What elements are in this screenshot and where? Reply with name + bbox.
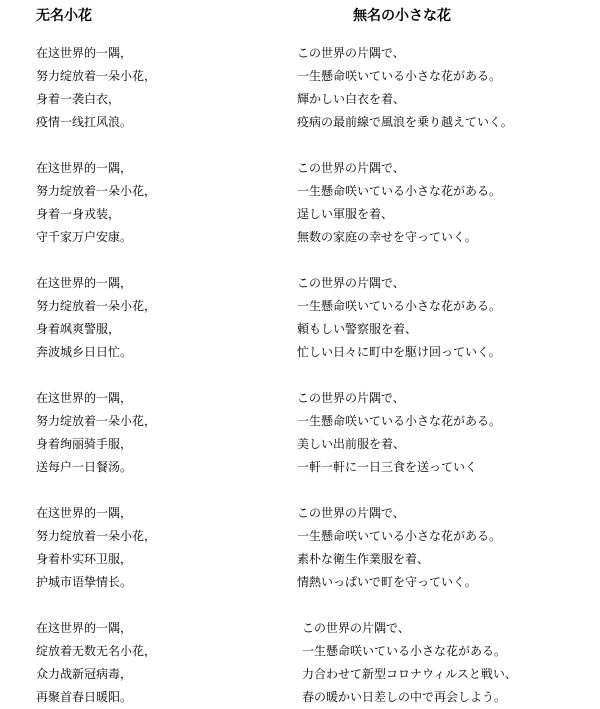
poem-line: 一生懸命咲いている小さな花がある。: [297, 69, 502, 83]
japanese-stanza-3: [297, 272, 501, 364]
chinese-stanza-2: [36, 157, 156, 249]
poem-line: 在这世界的一隅，: [36, 506, 133, 520]
japanese-poem-title: 無名の小さな花: [353, 8, 451, 24]
poem-line: 守千家万户安康。: [36, 230, 133, 244]
poem-line: 逞しい軍服を着、: [297, 207, 394, 221]
poem-line: この世界の片隅で、: [297, 506, 405, 520]
poem-line: この世界の片隅で、: [297, 46, 405, 60]
poem-line: 一生懸命咲いている小さな花がある。: [297, 414, 502, 428]
chinese-stanza-4: [36, 387, 156, 479]
poem-line: 身着绚丽骑手服，: [36, 437, 133, 451]
poem-line: この世界の片隅で、: [297, 276, 405, 290]
poem-line: 一生懸命咲いている小さな花がある。: [297, 184, 502, 198]
poem-line: この世界の片隅で、: [297, 391, 405, 405]
poem-line: 身着朴实环卫服，: [36, 552, 133, 566]
chinese-stanza-1: [36, 42, 156, 134]
poem-line: 护城市语挚情长。: [36, 575, 133, 589]
japanese-stanza-1: [297, 42, 513, 134]
poem-line: 身着一身戎装，: [36, 207, 121, 221]
poem-line: 輝かしい白衣を着、: [297, 92, 406, 106]
poem-line: 一生懸命咲いている小さな花がある。: [297, 299, 502, 313]
poem-line: 在这世界的一隅，: [36, 621, 133, 635]
poem-line: 绽放着无数无名小花，: [36, 644, 157, 658]
poem-line: 頼もしい警察服を着、: [297, 322, 418, 336]
poem-line: 努力绽放着一朵小花，: [36, 414, 157, 428]
poem-line: 努力绽放着一朵小花，: [36, 529, 157, 543]
poem-line: 美しい出前服を着、: [297, 437, 406, 451]
poem-line: 身着一袭白衣，: [36, 92, 121, 106]
chinese-stanza-6: [36, 617, 156, 709]
poem-line: 力合わせて新型コロナウィルスと戦い、: [302, 667, 517, 681]
poem-line: 情熱いっぱいで町を守っていく。: [297, 575, 477, 589]
poem-line: 一生懸命咲いている小さな花がある。: [302, 644, 507, 658]
poem-line: 在这世界的一隅，: [36, 276, 133, 290]
poem-line: 奔波城乡日日忙。: [36, 345, 133, 359]
poem-line: 疫病の最前線で風浪を乗り越えていく。: [297, 115, 513, 129]
poem-line: この世界の片隅で、: [297, 161, 405, 175]
poem-line: 素朴な衛生作業服を着、: [297, 552, 430, 566]
chinese-stanza-5: [36, 502, 156, 594]
poem-line: 在这世界的一隅，: [36, 161, 133, 175]
chinese-stanza-3: [36, 272, 156, 364]
japanese-stanza-5: [297, 502, 501, 594]
poem-line: 在这世界的一隅，: [36, 46, 133, 60]
poem-line: 無数の家庭の幸せを守っていく。: [297, 230, 477, 244]
japanese-stanza-6: [302, 617, 517, 709]
poem-line: 在这世界的一隅，: [36, 391, 133, 405]
poem-line: 春の暖かい日差しの中で再会しよう。: [302, 690, 507, 704]
poem-line: 再聚首春日暖阳。: [36, 690, 133, 704]
poem-line: 努力绽放着一朵小花，: [36, 184, 157, 198]
poem-line: 疫情一线扛风浪。: [36, 115, 133, 129]
poem-line: 一軒一軒に一日三食を送っていく: [297, 460, 478, 474]
poem-line: 众力战新冠病毒，: [36, 667, 133, 681]
poem-line: 努力绽放着一朵小花，: [36, 299, 157, 313]
poem-line: 身着飒爽警服，: [36, 322, 121, 336]
poem-line: 一生懸命咲いている小さな花がある。: [297, 529, 502, 543]
japanese-stanza-4: [297, 387, 501, 479]
poem-line: 努力绽放着一朵小花，: [36, 69, 157, 83]
poem-line: 忙しい日々に町中を駆け回っていく。: [297, 345, 501, 359]
poem-line: 送每户一日餐汤。: [36, 460, 133, 474]
chinese-poem-title: 无名小花: [36, 8, 92, 24]
poem-line: この世界の片隅で、: [302, 621, 410, 635]
japanese-stanza-2: [297, 157, 501, 249]
